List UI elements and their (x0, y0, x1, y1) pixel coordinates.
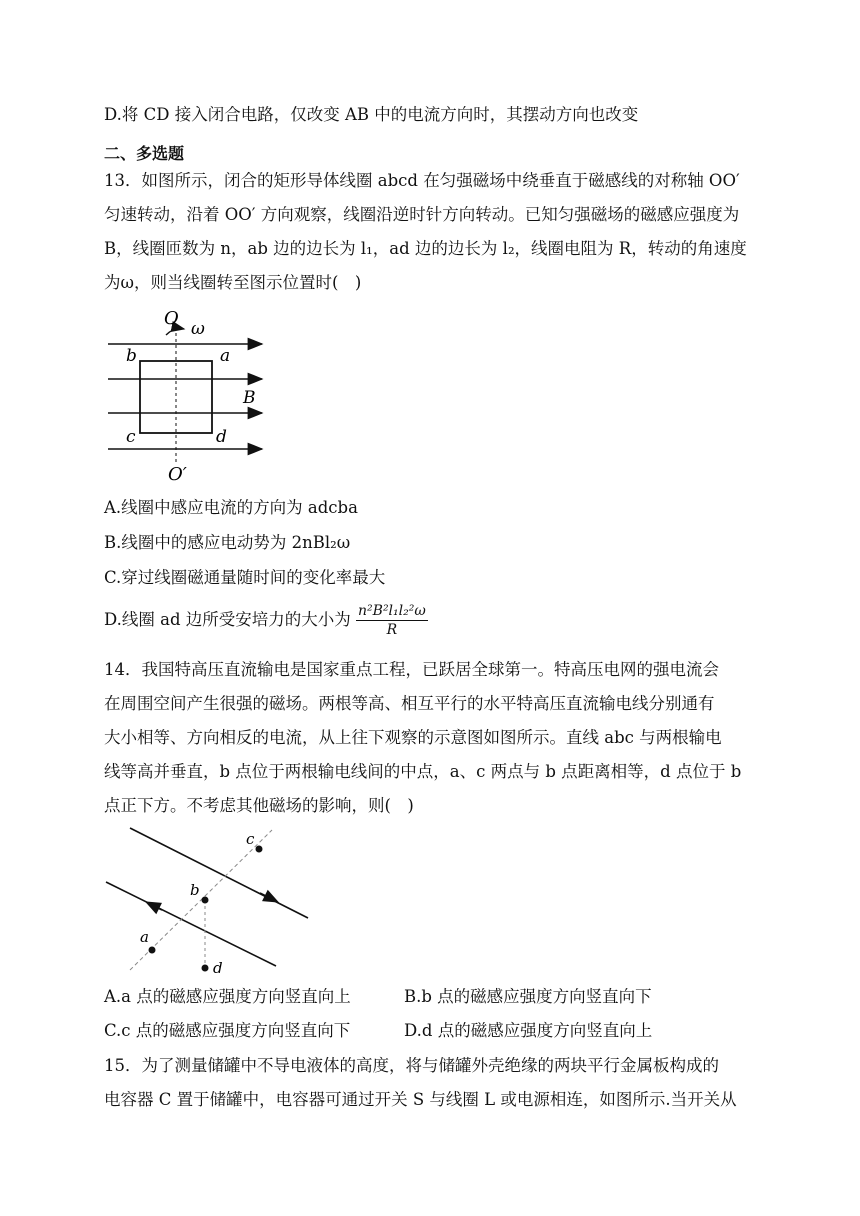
fraction-numerator: n²B²l₁l₂²ω (358, 603, 426, 619)
q14-option-b: B.b 点的磁感应强度方向竖直向下 (404, 987, 652, 1006)
upper-current-arrow (260, 893, 272, 899)
q13-line-3: B，线圈匝数为 n，ab 边的边长为 l₁，ad 边的边长为 l₂，线圈电阻为 R，转动的角速度 (104, 239, 747, 258)
label-B: B (243, 388, 256, 408)
q13-line-4: 为ω，则当线圈转至图示位置时( ) (104, 273, 362, 292)
label-omega: ω (191, 319, 205, 339)
q14-line-3: 大小相等、方向相反的电流，从上往下观察的示意图如图所示。直线 abc 与两根输电 (104, 728, 722, 747)
label-a: a (220, 346, 231, 366)
q13-figure (100, 305, 275, 485)
q13-option-d-prefix: D.线圈 ad 边所受安培力的大小为 (104, 610, 351, 629)
q13-line-2: 匀速转动，沿着 OO′ 方向观察，线圈沿逆时针方向转动。已知匀强磁场的磁感应强度为 (104, 205, 740, 224)
q14-option-c: C.c 点的磁感应强度方向竖直向下 (104, 1021, 351, 1040)
q14-line-1: 14．我国特高压直流输电是国家重点工程，已跃居全球第一。特高压电网的强电流会 (104, 660, 719, 679)
q13-option-d-fraction (356, 602, 428, 639)
point-c (256, 846, 263, 853)
label-O: O (164, 308, 179, 329)
q14-option-d: D.d 点的磁感应强度方向竖直向上 (404, 1021, 653, 1040)
q14-line-5: 点正下方。不考虑其他磁场的影响，则( ) (104, 796, 414, 815)
label-a: a (140, 928, 149, 946)
label-O-prime: O′ (168, 464, 187, 485)
point-b (202, 897, 209, 904)
upper-power-line (130, 828, 308, 918)
point-d (202, 965, 209, 972)
q13-option-d (104, 600, 428, 640)
label-c: c (126, 427, 136, 447)
label-d: d (213, 959, 223, 977)
q13-option-c: C.穿过线圈磁通量随时间的变化率最大 (104, 568, 386, 587)
point-a (149, 947, 156, 954)
q13-option-a: A.线圈中感应电流的方向为 adcba (104, 498, 358, 517)
section-title: 二、多选题 (104, 144, 185, 163)
q12-option-d: D.将 CD 接入闭合电路，仅改变 AB 中的电流方向时，其摆动方向也改变 (104, 105, 639, 124)
fraction-denominator: R (386, 622, 398, 638)
q15-line-1: 15．为了测量储罐中不导电液体的高度，将与储罐外壳绝缘的两块平行金属板构成的 (104, 1056, 719, 1075)
rotation-arrow (166, 329, 184, 335)
q13-option-b: B.线圈中的感应电动势为 2nBl₂ω (104, 533, 351, 552)
label-c: c (246, 830, 255, 848)
q14-line-2: 在周围空间产生很强的磁场。两根等高、相互平行的水平特高压直流输电线分别通有 (104, 694, 715, 713)
q14-figure (100, 822, 315, 982)
q14-line-4: 线等高并垂直，b 点位于两根输电线间的中点，a、c 两点与 b 点距离相等，d 点位于 b (104, 762, 742, 781)
q15-line-2: 电容器 C 置于储罐中，电容器可通过开关 S 与线圈 L 或电源相连，如图所示.当开关从 (104, 1090, 737, 1109)
lower-current-arrow (152, 905, 162, 910)
label-b: b (190, 881, 200, 899)
label-b: b (126, 346, 137, 366)
q13-line-1: 13．如图所示，闭合的矩形导体线圈 abcd 在匀强磁场中绕垂直于磁感线的对称轴 OO′ (104, 171, 740, 190)
label-d: d (216, 427, 227, 447)
q14-option-a: A.a 点的磁感应强度方向竖直向上 (104, 987, 351, 1006)
